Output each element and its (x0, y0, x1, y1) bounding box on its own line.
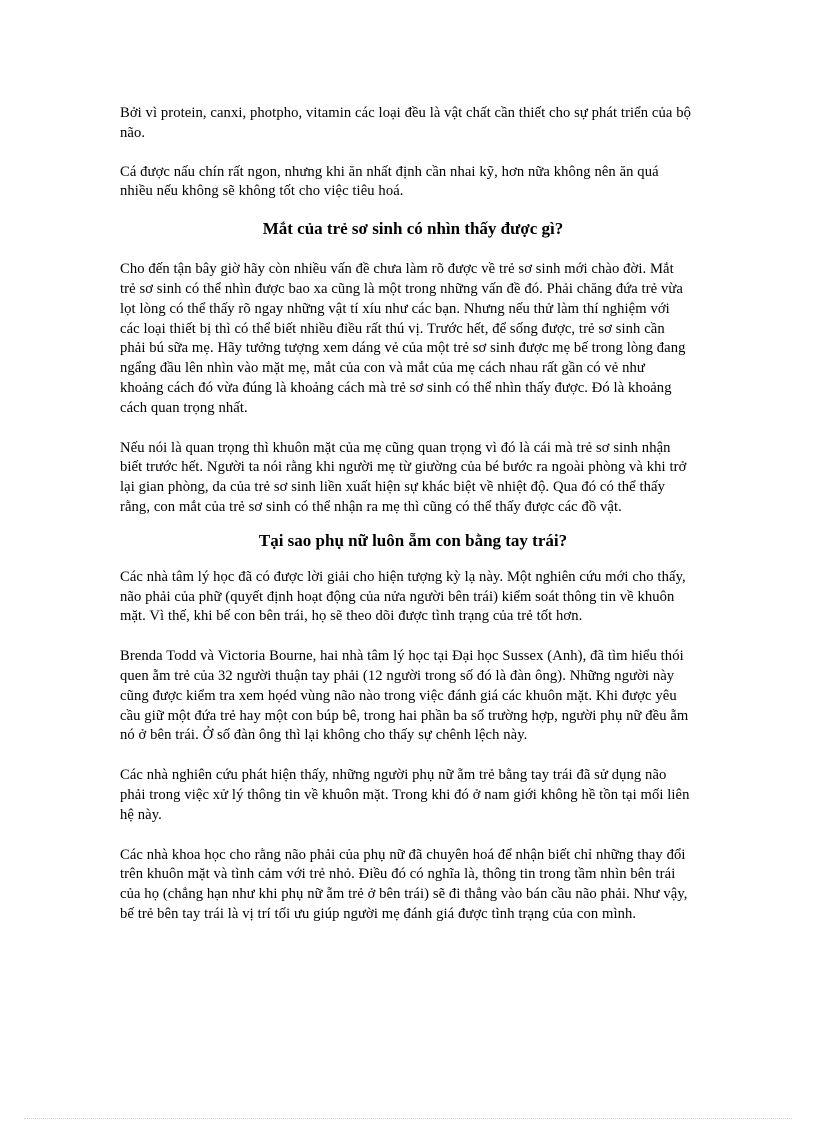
document-page (120, 104, 692, 925)
paragraph-findings: Các nhà nghiên cứu phát hiện thấy, những người phụ nữ ẵm trẻ bằng tay trái đã sử dụng não phải trong việc xử lý thông tin về khuôn mặt. Trong khi đó ở nam giới không hề tồn tại mối liên hệ này. (120, 767, 690, 823)
paragraph-psychologists: Các nhà tâm lý học đã có được lời giải cho hiện tượng kỳ lạ này. Một nghiên cứu mới cho thấy, não phải của phữ (quyết định hoạt động của nửa người bên trái) kiểm soát thông tin về khuôn mặt. Vì thế, khi bế con bên trái, họ sẽ theo dõi được tình trạng của trẻ tốt hơn. (120, 568, 686, 625)
paragraph-conclusion: Các nhà khoa học cho rằng não phải của phụ nữ đã chuyên hoá để nhận biết chỉ những thay đổi trên khuôn mặt và tình cảm với trẻ nhỏ. Điều đó có nghĩa là, thông tin trong tầm nhìn bên trái của họ (chẳng hạn như khi phụ nữ ẵm trẻ ở bên trái) sẽ đi thẳng vào bán cầu não phải. Như vậy, bế trẻ bên tay trái là vị trí tối ưu giúp người mẹ đánh giá được tình trạng của con mình. (120, 846, 688, 922)
heading-newborn-eyes: Mắt của trẻ sơ sinh có nhìn thấy được gì? (262, 219, 564, 239)
paragraph-nutrition: Bởi vì protein, canxi, photpho, vitamin các loại đều là vật chất cần thiết cho sự phát triển của bộ não. (120, 105, 692, 141)
paragraph-mother-face: Nếu nói là quan trọng thì khuôn mặt của mẹ cũng quan trọng vì đó là cái mà trẻ sơ sinh nhận biết trước hết. Người ta nói rằng khi người mẹ từ giường của bé bước ra ngoài phòng và khi trở lại gian phòng, da của trẻ sơ sinh liền xuất hiện sự khác biệt về nhiệt độ. Qua đó có thể thấy rằng, con mắt của trẻ sơ sinh có thể nhận ra mẹ thì cũng có thể thấy được các đồ vật. (120, 439, 687, 515)
paragraph-sussex-study: Brenda Todd và Victoria Bourne, hai nhà tâm lý học tại Đại học Sussex (Anh), đã tìm hiểu thói quen ẵm trẻ của 32 người thuận tay phải (12 người trong số đó là đàn ông). Những người này cũng được kiểm tra xem họéd vùng não nào trong việc đánh giá các khuôn mặt. Khi được yêu cầu giữ một đứa trẻ hay một con búp bê, trong hai phần ba số trường hợp, người phụ nữ đều ẵm nó ở bên trái. Ở số đàn ông thì lại không cho thấy sự chênh lệch này. (120, 648, 689, 744)
paragraph-newborn-vision: Cho đến tận bây giờ hãy còn nhiều vấn đề chưa làm rõ được về trẻ sơ sinh mới chào đời. Mắt trẻ sơ sinh có thể nhìn được bao xa cũng là một trong những vấn đề đó. Phải chăng đứa trẻ vừa lọt lòng có thể thấy rõ ngay những vật tí xíu như các bạn. Nhưng nếu thử làm thí nghiệm với các loại thiết bị thì có thể biết nhiều điều rất thú vị. Trước hết, để sống được, trẻ sơ sinh cần phải bú sữa mẹ. Hãy tưởng tượng xem dáng vẻ của một trẻ sơ sinh được mẹ bế trong lòng đang ngẩng đầu lên nhìn vào mặt mẹ, mắt của con và mắt của mẹ cách nhau rất gần có vẻ như khoảng cách đó vừa đúng là khoảng cách mà trẻ sơ sinh có thể nhìn thấy được. Đó là khoảng cách quan trọng nhất. (120, 261, 686, 416)
heading-left-hand: Tại sao phụ nữ luôn ẵm con bằng tay trái? (258, 530, 568, 550)
paragraph-fish: Cá được nấu chín rất ngon, nhưng khi ăn nhất định cần nhai kỹ, hơn nữa không nên ăn quá nhiều nếu không sẽ không tốt cho việc tiêu hoá. (120, 163, 659, 200)
page-bottom-divider (24, 1118, 792, 1119)
